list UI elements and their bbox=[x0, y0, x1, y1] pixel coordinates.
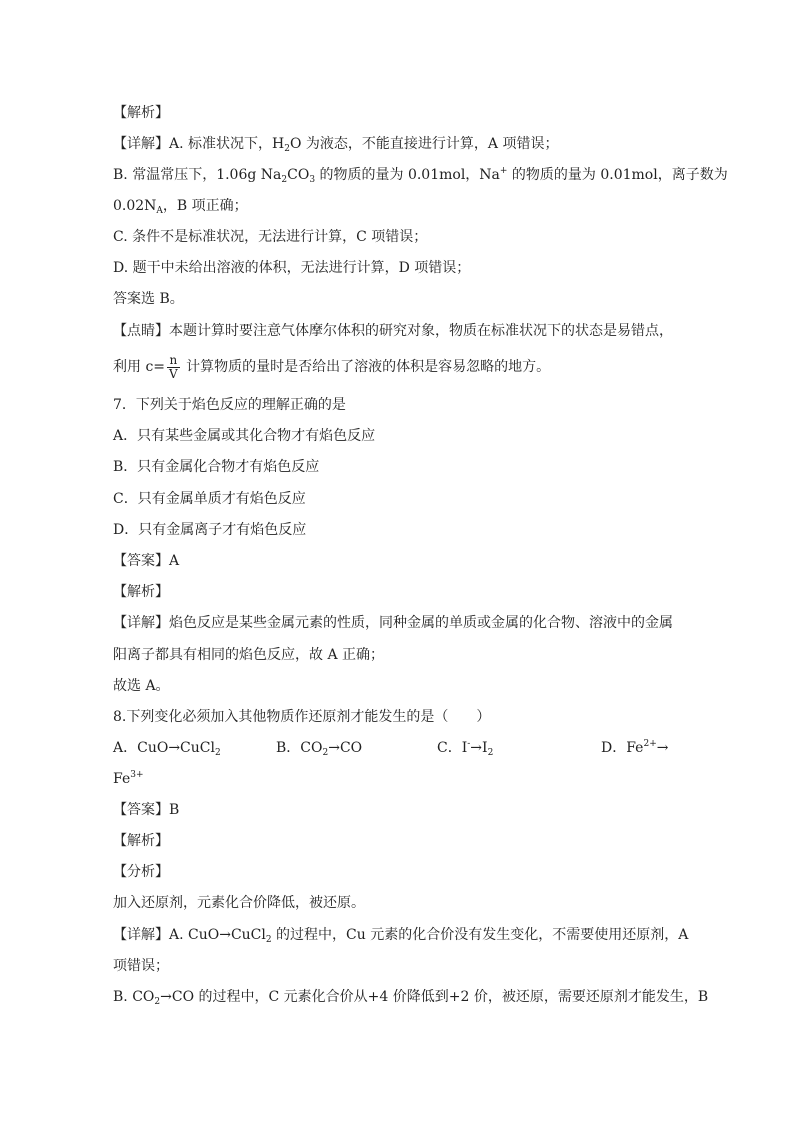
q7-analysis-heading: 【解析】 bbox=[113, 584, 169, 600]
q8-option-c: C．$I^-\to I_2$ bbox=[437, 739, 494, 758]
q7-answer: 【答案】A bbox=[113, 553, 180, 569]
q8-analysis-heading: 【解析】 bbox=[113, 833, 169, 849]
detail-line-c: C. 条件不是标准状况，无法进行计算，C 项错误； bbox=[113, 229, 428, 245]
q7-stem: 7．下列关于焰色反应的理解正确的是 bbox=[113, 397, 346, 413]
q7-detail-2: 阳离子都具有相同的焰色反应，故 A 正确； bbox=[113, 647, 385, 663]
q8-fenxi-text: 加入还原剂，元素化合价降低，被还原。 bbox=[113, 895, 365, 911]
tip-line-1: 【点睛】本题计算时要注意气体摩尔体积的研究对象，物质在标准状况下的状态是易错点， bbox=[113, 323, 673, 339]
q8-option-d-cont: $Fe^{3+}$ bbox=[113, 770, 144, 787]
q8-detail-a-cont: 项错误； bbox=[113, 958, 169, 974]
q8-option-a: A．CuO→CuCl$_2$ bbox=[113, 740, 221, 758]
q7-detail-1: 【详解】焰色反应是某些金属元素的性质，同种金属的单质或金属的化合物、溶液中的金属 bbox=[113, 615, 673, 631]
detail-line-b: B. 常温常压下，1.06g $Na_2CO_3$ 的物质的量为 0.01mol，Na+ 的物质的量为 0.01mol，离子数为 bbox=[113, 166, 728, 185]
q8-option-b: B．$CO_2\to CO$ bbox=[276, 740, 363, 758]
detail-line-b-cont: $0.02N_A$，B 项正确； bbox=[113, 198, 248, 216]
q8-detail-b: B. $CO_2\to CO$ 的过程中，C 元素化合价从+4 价降低到+2 价，被还原，需要还原剂才能发生，B bbox=[113, 989, 709, 1007]
q8-option-d: D．$Fe^{2+}\to$ bbox=[601, 739, 669, 756]
q7-conclusion: 故选 A。 bbox=[113, 678, 170, 694]
q7-option-a: A．只有某些金属或其化合物才有焰色反应 bbox=[113, 428, 376, 444]
q8-detail-a: 【详解】A. CuO→CuCl$_2$ 的过程中，Cu 元素的化合价没有发生变化，不需要使用还原剂，A bbox=[113, 927, 689, 945]
q8-stem: 8.下列变化必须加入其他物质作还原剂才能发生的是（ ） bbox=[113, 709, 491, 725]
detail-line-a: 【详解】A. 标准状况下，$H_2O$ 为液态，不能直接进行计算，A 项错误； bbox=[113, 136, 559, 154]
q8-fenxi-heading: 【分析】 bbox=[113, 864, 169, 880]
answer-choice-line: 答案选 B。 bbox=[113, 291, 184, 307]
q7-option-b: B．只有金属化合物才有焰色反应 bbox=[113, 459, 320, 475]
solution-heading: 【解析】 bbox=[113, 105, 169, 121]
detail-line-d: D. 题干中未给出溶液的体积，无法进行计算，D 项错误； bbox=[113, 260, 471, 276]
tip-line-2: 利用 c= $\frac{n}{V}$ 计算物质的量时是否给出了溶液的体积是容易忽略的地方。 bbox=[113, 352, 551, 381]
q8-answer: 【答案】B bbox=[113, 802, 180, 818]
q7-option-c: C．只有金属单质才有焰色反应 bbox=[113, 491, 306, 507]
formula-fraction: $\frac{n}{V}$ bbox=[169, 352, 178, 381]
q7-option-d: D．只有金属离子才有焰色反应 bbox=[113, 522, 307, 538]
